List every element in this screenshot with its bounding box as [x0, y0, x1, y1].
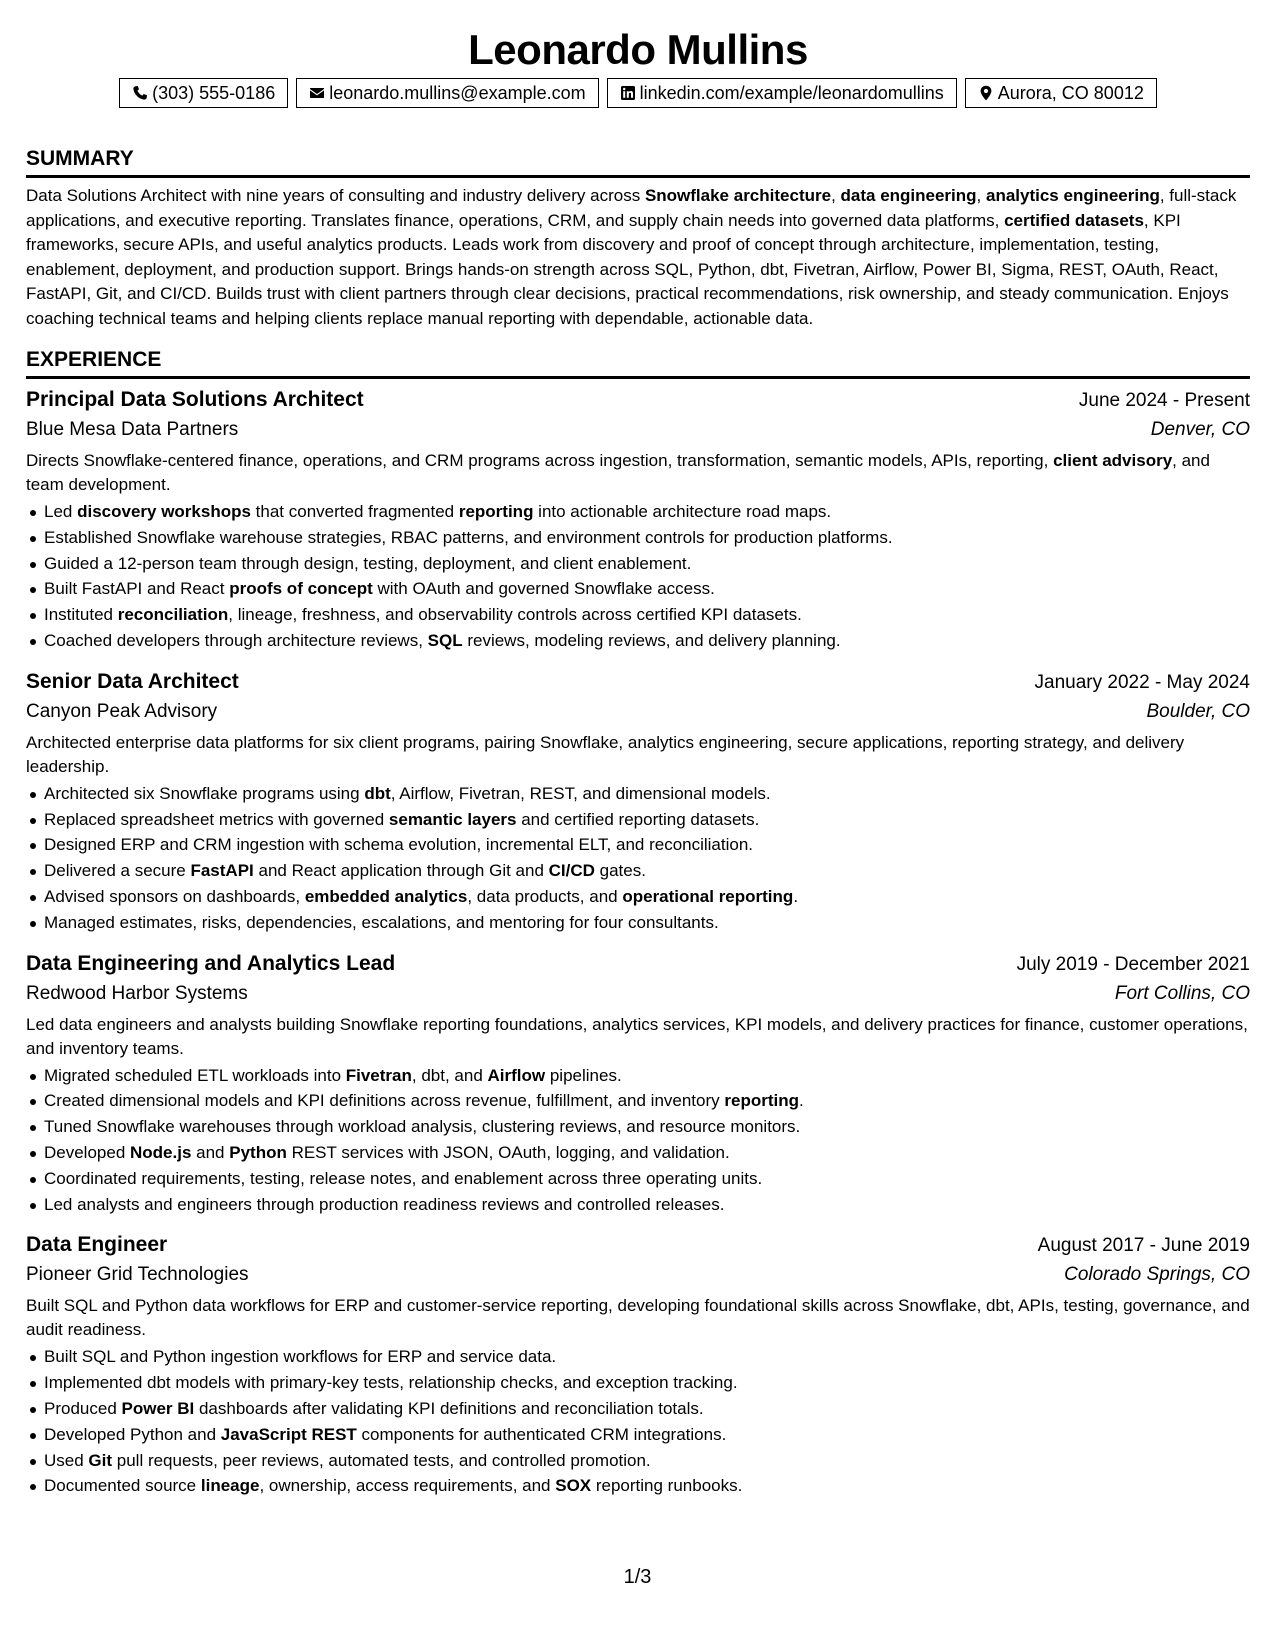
- job-bullets: [26, 1344, 1250, 1499]
- job-entry: [26, 386, 1250, 654]
- list-item: Managed estimates, risks, dependencies, escalations, and mentoring for four consultants.: [44, 910, 1250, 936]
- list-item: Advised sponsors on dashboards, embedded analytics, data products, and operational reporting.: [44, 884, 1250, 910]
- job-company: Pioneer Grid Technologies: [26, 1264, 249, 1286]
- job-title: Data Engineering and Analytics Lead: [26, 951, 396, 975]
- job-location: Denver, CO: [1150, 419, 1250, 440]
- job-dates: June 2024 - Present: [1078, 390, 1250, 411]
- job-location: Colorado Springs, CO: [1064, 1264, 1250, 1286]
- list-item: Produced Power BI dashboards after validating KPI definitions and reconciliation totals.: [44, 1396, 1250, 1422]
- job-company: Canyon Peak Advisory: [26, 700, 218, 722]
- job-title: Principal Data Solutions Architect: [26, 388, 364, 411]
- bold-keyword: Power BI: [121, 1398, 195, 1418]
- job-company-row: [26, 697, 1250, 727]
- list-item: Coordinated requirements, testing, release notes, and enablement across three operating units.: [44, 1166, 1250, 1192]
- contact-location-text: Aurora, CO 80012: [997, 83, 1144, 103]
- job-company-row: [26, 1260, 1250, 1290]
- linkedin-icon: [620, 85, 636, 101]
- bold-keyword: embedded analytics: [304, 886, 468, 906]
- list-item: Designed ERP and CRM ingestion with schema evolution, incremental ELT, and reconciliation.: [44, 832, 1250, 858]
- bold-keyword: proofs of concept: [229, 579, 373, 599]
- contact-linkedin-text: linkedin.com/example/leonardomullins: [639, 83, 944, 103]
- job-bullets: [26, 1063, 1250, 1218]
- list-item: Guided a 12-person team through design, testing, deployment, and client enablement.: [44, 551, 1250, 577]
- list-item: Created dimensional models and KPI definitions across revenue, fulfillment, and inventory reporting.: [44, 1088, 1250, 1114]
- resume-page: [26, 0, 1250, 1499]
- bold-keyword: Airflow: [487, 1065, 546, 1085]
- job-dates: August 2017 - June 2019: [1037, 1235, 1250, 1257]
- job-company: Blue Mesa Data Partners: [26, 419, 239, 440]
- bold-keyword: FastAPI: [190, 861, 254, 881]
- list-item: Architected six Snowflake programs using dbt, Airflow, Fivetran, REST, and dimensional models.: [44, 781, 1250, 807]
- job-company-row: [26, 415, 1250, 445]
- bold-keyword: Snowflake architecture: [644, 186, 832, 205]
- list-item: Used Git pull requests, peer reviews, automated tests, and controlled promotion.: [44, 1448, 1250, 1474]
- list-item: Built FastAPI and React proofs of concept with OAuth and governed Snowflake access.: [44, 576, 1250, 602]
- experience-heading: EXPERIENCE: [26, 347, 1250, 379]
- bold-keyword: reporting: [458, 502, 534, 521]
- job-bullets: [26, 499, 1250, 654]
- job-entry: [26, 1231, 1250, 1499]
- job-description: Built SQL and Python data workflows for ERP and customer-service reporting, developing foundational skills across Snowflake, dbt, APIs, testing, governance, and audit readiness.: [26, 1296, 1250, 1340]
- bold-keyword: JavaScript REST: [220, 1424, 357, 1444]
- bold-keyword: SOX: [555, 1476, 592, 1496]
- bold-keyword: client advisory: [1053, 451, 1173, 470]
- job-description: Architected enterprise data platforms for six client programs, pairing Snowflake, analytics engineering, secure applications, reporting strategy, and delivery leadership.: [26, 732, 1185, 776]
- list-item: Led analysts and engineers through production readiness reviews and controlled releases.: [44, 1192, 1250, 1218]
- job-entry: [26, 668, 1250, 936]
- job-description: Directs Snowflake-centered finance, operations, and CRM programs across ingestion, transformation, semantic models, APIs, reporting, client advisory, and team development.: [26, 451, 1210, 494]
- contact-email-text: leonardo.mullins@example.com: [329, 83, 586, 103]
- job-header-row: [26, 950, 1250, 979]
- list-item: Established Snowflake warehouse strategies, RBAC patterns, and environment controls for production platforms.: [44, 525, 1250, 551]
- job-location: Fort Collins, CO: [1114, 982, 1250, 1004]
- page-number: 1/3: [623, 1566, 652, 1588]
- bold-keyword: CI/CD: [548, 861, 595, 881]
- job-bullets: [26, 781, 1250, 936]
- bold-keyword: discovery workshops: [77, 502, 251, 521]
- bold-keyword: operational reporting: [622, 886, 794, 906]
- candidate-name: Leonardo Mullins: [468, 26, 808, 73]
- list-item: Implemented dbt models with primary-key tests, relationship checks, and exception tracking.: [44, 1370, 1250, 1396]
- list-item: Coached developers through architecture reviews, SQL reviews, modeling reviews, and delivery planning.: [44, 628, 1250, 654]
- job-company-row: [26, 979, 1250, 1009]
- bold-keyword: analytics engineering: [986, 186, 1160, 205]
- bold-keyword: reconciliation: [117, 605, 229, 625]
- envelope-icon: [309, 85, 325, 101]
- job-header-row: [26, 1231, 1250, 1260]
- contact-phone-text: (303) 555-0186: [152, 83, 276, 103]
- list-item: Developed Python and JavaScript REST components for authenticated CRM integrations.: [44, 1422, 1250, 1448]
- bold-keyword: Fivetran: [345, 1065, 412, 1085]
- bold-keyword: reporting: [724, 1091, 799, 1111]
- list-item: Replaced spreadsheet metrics with governed semantic layers and certified reporting datasets.: [44, 807, 1250, 833]
- job-header-row: [26, 668, 1250, 697]
- bold-keyword: data engineering: [840, 186, 977, 205]
- bold-keyword: SQL: [427, 630, 463, 650]
- job-dates: January 2022 - May 2024: [1034, 671, 1250, 693]
- bold-keyword: Node.js: [130, 1142, 192, 1162]
- contact-bar: [26, 78, 1250, 108]
- contact-location[interactable]: [965, 78, 1157, 108]
- bold-keyword: dbt: [364, 783, 391, 803]
- list-item: Migrated scheduled ETL workloads into Fivetran, dbt, and Airflow pipelines.: [44, 1063, 1250, 1089]
- list-item: Instituted reconciliation, lineage, freshness, and observability controls across certified KPI datasets.: [44, 602, 1250, 628]
- job-title: Senior Data Architect: [26, 669, 239, 693]
- job-company: Redwood Harbor Systems: [26, 982, 248, 1004]
- list-item: Documented source lineage, ownership, access requirements, and SOX reporting runbooks.: [44, 1473, 1250, 1499]
- job-header-row: [26, 386, 1250, 415]
- list-item: Delivered a secure FastAPI and React application through Git and CI/CD gates.: [44, 858, 1250, 884]
- experience-list: [26, 386, 1250, 1499]
- job-dates: July 2019 - December 2021: [1016, 953, 1250, 975]
- bold-keyword: lineage: [200, 1476, 260, 1496]
- map-pin-icon: [978, 85, 994, 101]
- contact-phone[interactable]: [119, 78, 288, 108]
- summary-text: Data Solutions Architect with nine years of consulting and industry delivery across Snowflake architecture, data engineering, analytics engineering, full-stack applications, and executive reporting. Translates finance, operations, CRM, and supply chain needs into governed data platforms, certified datasets, KPI frameworks, secure APIs, and useful analytics products. Leads work from discovery and proof of concept through architecture, implementation, testing, enablement, deployment, and production support. Brings hands-on strength across SQL, Python, dbt, Fivetran, Airflow, Power BI, Sigma, REST, OAuth, React, FastAPI, Git, and CI/CD. Builds trust with client partners through clear decisions, practical recommendations, risk ownership, and steady communication. Enjoys coaching technical teams and helping clients replace manual reporting with dependable, actionable data.: [26, 186, 1237, 328]
- job-entry: [26, 950, 1250, 1218]
- bold-keyword: certified datasets: [1004, 210, 1144, 230]
- list-item: Developed Node.js and Python REST services with JSON, OAuth, logging, and validation.: [44, 1140, 1250, 1166]
- bold-keyword: semantic layers: [388, 809, 517, 829]
- job-title: Data Engineer: [26, 1233, 168, 1257]
- contact-linkedin[interactable]: [607, 78, 957, 108]
- job-description: Led data engineers and analysts building Snowflake reporting foundations, analytics services, KPI models, and delivery practices for finance, customer operations, and inventory teams.: [26, 1014, 1248, 1058]
- job-location: Boulder, CO: [1146, 700, 1250, 722]
- list-item: Tuned Snowflake warehouses through workload analysis, clustering reviews, and resource monitors.: [44, 1114, 1250, 1140]
- list-item: Built SQL and Python ingestion workflows for ERP and service data.: [44, 1344, 1250, 1370]
- list-item: Led discovery workshops that converted fragmented reporting into actionable architecture road maps.: [44, 499, 1250, 525]
- contact-email[interactable]: [296, 78, 598, 108]
- summary-heading: SUMMARY: [26, 146, 1250, 178]
- phone-icon: [132, 85, 148, 101]
- bold-keyword: Python: [229, 1142, 287, 1162]
- bold-keyword: Git: [88, 1450, 113, 1470]
